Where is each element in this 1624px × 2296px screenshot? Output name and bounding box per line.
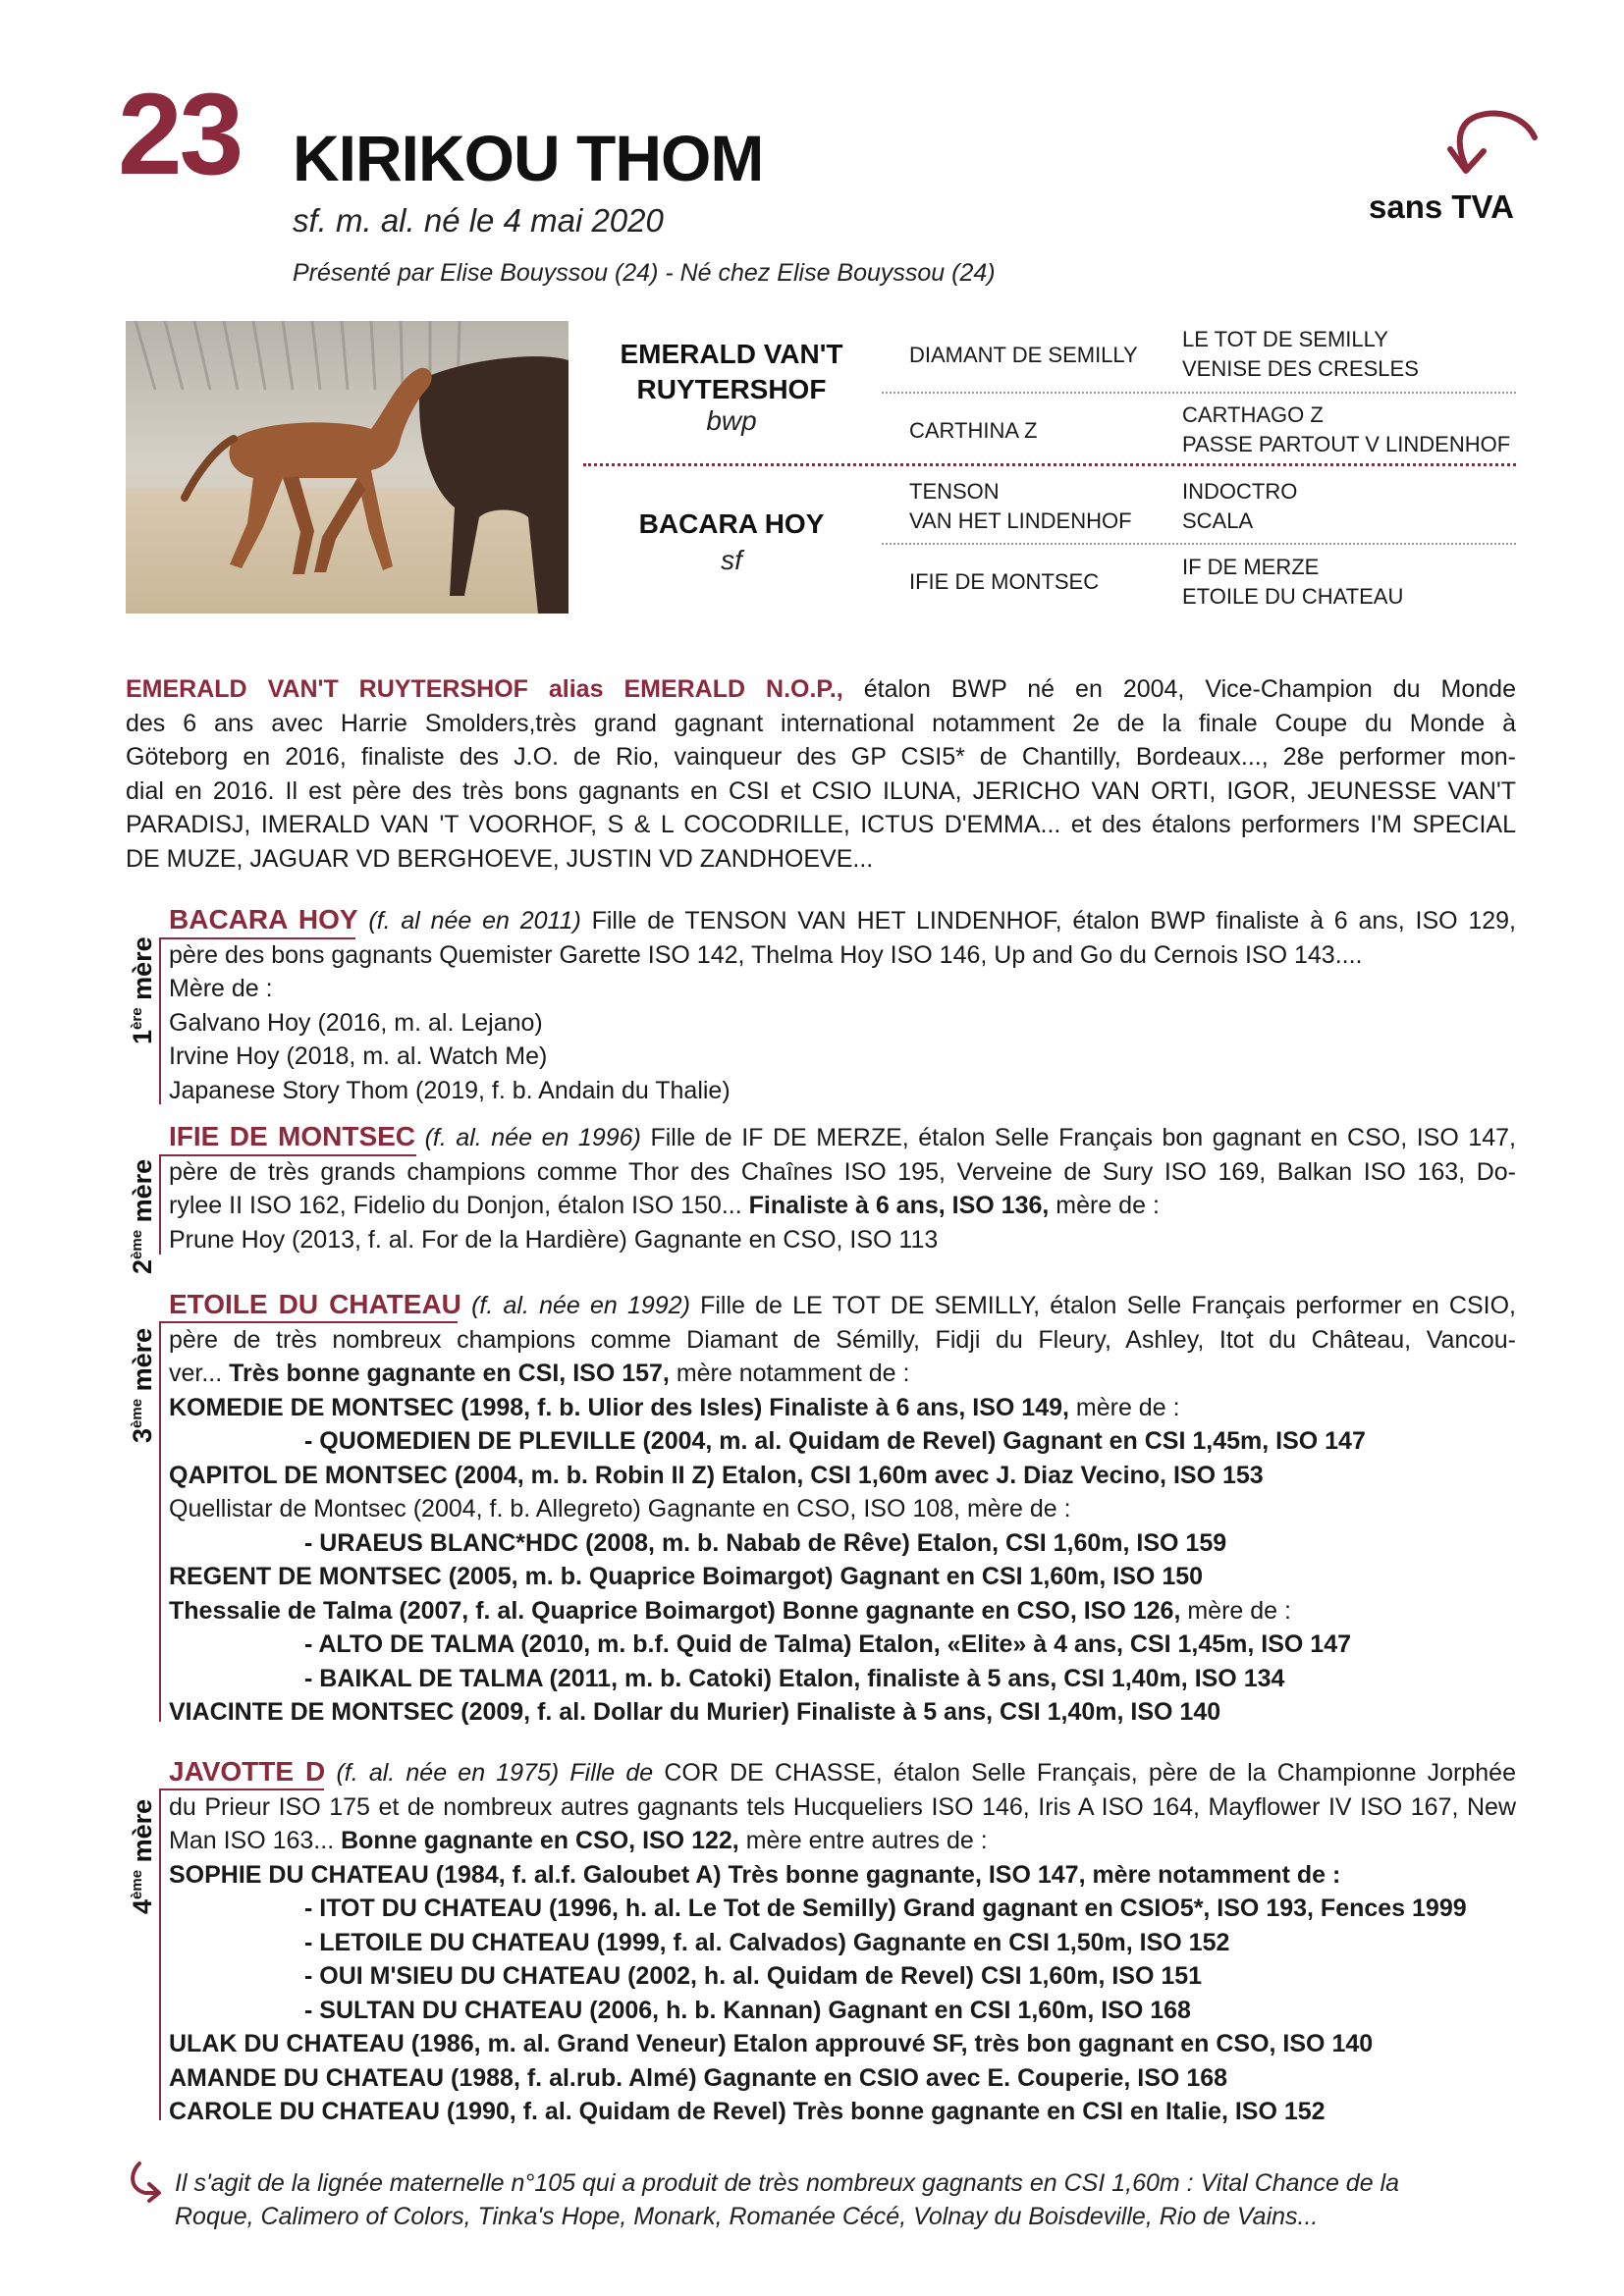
pedigree-dam-sire-line1: TENSON <box>909 479 1000 504</box>
dam3-grand-offspring: - URAEUS BLANC*HDC (2008, m. b. Nabab de Rêve) Etalon, CSI 1,60m, ISO 159 <box>304 1528 1227 1557</box>
dam3-grand-offspring: - QUOMEDIEN DE PLEVILLE (2004, m. al. Quidam de Revel) Gagnant en CSI 1,45m, ISO 147 <box>304 1427 1366 1455</box>
dam3-offspring: REGENT DE MONTSEC (2005, m. b. Quaprice Boimargot) Gagnant en CSI 1,60m, ISO 150 <box>169 1563 1204 1590</box>
dam3-line: mère de : <box>1075 1393 1180 1421</box>
dam1-label: 1ère mère <box>128 936 157 1044</box>
sire-paragraph-line: des 6 ans avec Harrie Smolders,très grand gagnant international notamment 2e de la finale Coupe du Monde à <box>126 709 1516 737</box>
dam4-line: COR DE CHASSE, étalon Selle Français, père de la Championne Jorphée <box>664 1759 1516 1787</box>
presenter-line: Présenté par Elise Bouyssou (24) - Né chez Elise Bouyssou (24) <box>293 259 996 287</box>
dam2-label: 2ème mère <box>128 1158 157 1274</box>
pedigree-divider-main <box>583 463 1516 466</box>
dam3-name: ETOILE DU CHATEAU <box>169 1289 461 1319</box>
horse-name: KIRIKOU THOM <box>293 122 764 194</box>
dam3-offspring: VIACINTE DE MONTSEC (2009, f. al. Dollar du Murier) Finaliste à 5 ans, CSI 1,40m, ISO 140 <box>169 1698 1221 1726</box>
dam3-info: (f. al. née en 1992) <box>471 1292 690 1319</box>
sire-paragraph-name: EMERALD VAN'T RUYTERSHOF alias EMERALD N.O.P., <box>126 675 843 703</box>
tax-label: sans TVA <box>1369 188 1514 225</box>
dam2-name: IFIE DE MONTSEC <box>169 1121 416 1151</box>
dam1-line: Fille de TENSON VAN HET LINDENHOF, étalon BWP finaliste à 6 ans, ISO 129, <box>591 907 1516 934</box>
pedigree-gen3 <box>1182 325 1419 384</box>
dam4-grand-offspring: - ITOT DU CHATEAU (1996, h. al. Le Tot de Semilly) Grand gagnant en CSIO5*, ISO 193, Fences 1999 <box>304 1895 1467 1922</box>
dam1-bar <box>159 937 161 1104</box>
dam2-bar <box>159 1154 161 1255</box>
lineage-note-line: Il s'agit de la lignée maternelle n°105 qui a produit de très nombreux gagnants en CSI 1,60m : Vital Chance de la <box>175 2169 1400 2197</box>
dam3-highlight: Très bonne gagnante en CSI, ISO 157, <box>229 1360 670 1387</box>
dam1-line: Mère de : <box>169 975 273 1002</box>
dam2-line: Fille de IF DE MERZE, étalon Selle Français bon gagnant en CSO, ISO 147, <box>650 1124 1516 1151</box>
dam2-line: rylee II ISO 162, Fidelio du Donjon, étalon ISO 150... <box>169 1192 742 1219</box>
sire-paragraph-line: Göteborg en 2016, finaliste des J.O. de Rio, vainqueur des GP CSI5* de Chantilly, Bordeaux..., 28e performer mon- <box>126 743 1516 771</box>
dam1-name: BACARA HOY <box>169 904 358 934</box>
pedigree-dam-sire-line2: VAN HET LINDENHOF <box>909 508 1132 533</box>
sire-paragraph-line: PARADISJ, IMERALD VAN 'T VOORHOF, S & L COCODRILLE, ICTUS D'EMMA... et des étalons performers I'M SPECIAL <box>126 811 1516 838</box>
pedigree-divider <box>882 543 1516 545</box>
dam3-label: 3ème mère <box>128 1327 157 1443</box>
dam1-line: Irvine Hoy (2018, m. al. Watch Me) <box>169 1042 548 1070</box>
pedigree-dam-sire <box>909 477 1132 536</box>
dam2-line: père de très grands champions comme Thor des Chaînes ISO 195, Verveine de Sury ISO 169, Balkan ISO 163, Do- <box>169 1157 1516 1186</box>
lineage-note <box>175 2166 1520 2233</box>
dam2-line: mère de : <box>1056 1192 1160 1219</box>
dam4-grand-offspring: - OUI M'SIEU DU CHATEAU (2002, h. al. Quidam de Revel) CSI 1,60m, ISO 151 <box>304 1962 1203 1990</box>
pedigree-sire-line1: EMERALD VAN'T <box>620 339 843 369</box>
dam3-offspring: QAPITOL DE MONTSEC (2004, m. b. Robin II Z) Etalon, CSI 1,60m avec J. Diaz Vecino, ISO 153 <box>169 1461 1264 1489</box>
dam3-grand-offspring: - ALTO DE TALMA (2010, m. b.f. Quid de Talma) Etalon, «Elite» à 4 ans, CSI 1,45m, ISO 147 <box>304 1630 1352 1658</box>
sire-paragraph-line: DE MUZE, JAGUAR VD BERGHOEVE, JUSTIN VD ZANDHOEVE... <box>126 844 874 873</box>
pedigree-sire-dam: CARTHINA Z <box>909 418 1038 443</box>
dam1-line: Japanese Story Thom (2019, f. b. Andain du Thalie) <box>169 1076 731 1104</box>
dam4-line: mère entre autres de : <box>745 1827 988 1854</box>
dam3-line: mère de : <box>1187 1596 1291 1625</box>
pedigree-gen3 <box>1182 477 1297 536</box>
pedigree-sire-breed: bwp <box>706 405 757 436</box>
pedigree-gen3-3: CARTHAGO Z <box>1182 402 1324 427</box>
sire-paragraph-line: dial en 2016. Il est père des très bons gagnants en CSI et CSIO ILUNA, JERICHO VAN ORTI, IGOR, JEUNESSE VAN'T <box>126 776 1516 805</box>
dam4-section <box>169 1755 1516 2129</box>
curved-arrow-down-icon <box>1429 106 1542 189</box>
dam3-grand-offspring: - BAIKAL DE TALMA (2011, m. b. Catoki) Etalon, finaliste à 5 ans, CSI 1,40m, ISO 134 <box>304 1664 1285 1692</box>
pedigree-dam: BACARA HOY <box>638 508 825 539</box>
lineage-note-line: Roque, Calimero of Colors, Tinka's Hope, Monark, Romanée Cécé, Volnay du Boisdeville, Rio de Vains... <box>175 2203 1319 2230</box>
dam2-highlight: Finaliste à 6 ans, ISO 136, <box>748 1192 1050 1219</box>
dam3-line: mère notamment de : <box>676 1360 910 1387</box>
dam3-offspring: Thessalie de Talma (2007, f. al. Quaprice Boimargot) Bonne gagnante en CSO, ISO 126, <box>169 1596 1181 1625</box>
dam1-section <box>169 903 1516 1107</box>
pedigree-gen3-4: PASSE PARTOUT V LINDENHOF <box>1182 432 1511 456</box>
pedigree-sire-line2: RUYTERSHOF <box>636 374 827 404</box>
pedigree-dam-dam: IFIE DE MONTSEC <box>909 569 1100 594</box>
dam3-bar <box>159 1321 161 1722</box>
dam4-label: 4ème mère <box>128 1798 157 1914</box>
dam4-info: (f. al. née en 1975) Fille de <box>336 1759 654 1787</box>
dam3-line: père de très nombreux champions comme Diamant de Sémilly, Fidji du Fleury, Ashley, Itot du Château, Vancou- <box>169 1325 1516 1354</box>
dam4-line: Man ISO 163... <box>169 1827 335 1854</box>
dam1-info: (f. al née en 2011) <box>368 907 581 934</box>
dam4-bar <box>159 1789 161 2120</box>
dam3-offspring: KOMEDIE DE MONTSEC (1998, f. b. Ulior des Isles) Finaliste à 6 ans, ISO 149, <box>169 1393 1069 1421</box>
pedigree-gen3-8: ETOILE DU CHATEAU <box>1182 584 1404 609</box>
pedigree-gen3-2: VENISE DES CRESLES <box>1182 356 1419 381</box>
pedigree-gen3 <box>1182 400 1510 459</box>
dam2-section <box>169 1120 1516 1256</box>
sire-paragraph <box>126 672 1516 876</box>
dam2-line: Prune Hoy (2013, f. al. For de la Hardière) Gagnante en CSO, ISO 113 <box>169 1225 939 1254</box>
horse-subtitle: sf. m. al. né le 4 mai 2020 <box>293 202 664 239</box>
dam4-offspring: AMANDE DU CHATEAU (1988, f. al.rub. Almé) Gagnante en CSIO avec E. Couperie, ISO 168 <box>169 2063 1228 2092</box>
dam4-line: du Prieur ISO 175 et de nombreux autres gagnants tels Hucqueliers ISO 146, Iris A ISO 164, Mayflower IV ISO 167, New <box>169 1792 1516 1821</box>
pedigree-sire-sire: DIAMANT DE SEMILLY <box>909 343 1138 367</box>
lot-number: 23 <box>118 70 242 199</box>
pedigree-divider <box>882 392 1516 394</box>
pedigree-gen3-1: LE TOT DE SEMILLY <box>1182 327 1388 351</box>
foal-photo <box>126 321 568 614</box>
dam4-offspring: CAROLE DU CHATEAU (1990, f. al. Quidam de Revel) Très bonne gagnante en CSI en Italie, ISO 152 <box>169 2098 1326 2125</box>
pedigree-gen3 <box>1182 553 1403 612</box>
curved-arrow-right-icon <box>126 2160 165 2208</box>
dam3-section <box>169 1288 1516 1730</box>
pedigree-dam-breed: sf <box>721 545 742 575</box>
sire-paragraph-line: étalon BWP né en 2004, Vice-Champion du Monde <box>863 675 1516 703</box>
dam4-highlight: Bonne gagnante en CSO, ISO 122, <box>341 1827 739 1854</box>
dam4-grand-offspring: - LETOILE DU CHATEAU (1999, f. al. Calvados) Gagnante en CSI 1,50m, ISO 152 <box>304 1928 1230 1956</box>
dam1-line: père des bons gagnants Quemister Garette ISO 142, Thelma Hoy ISO 146, Up and Go du Cernois ISO 143.... <box>169 940 1363 969</box>
pedigree-gen3-7: IF DE MERZE <box>1182 555 1320 579</box>
dam3-line: ver... <box>169 1360 223 1387</box>
dam3-offspring: Quellistar de Montsec (2004, f. b. Allegreto) Gagnante en CSO, ISO 108, mère de : <box>169 1495 1071 1522</box>
dam4-name: JAVOTTE D <box>169 1756 326 1787</box>
dam1-line: Galvano Hoy (2016, m. al. Lejano) <box>169 1008 543 1037</box>
pedigree-gen3-5: INDOCTRO <box>1182 479 1298 504</box>
dam4-offspring: SOPHIE DU CHATEAU (1984, f. al.f. Galoubet A) Très bonne gagnante, ISO 147, mère notamment de : <box>169 1860 1341 1889</box>
dam4-offspring: ULAK DU CHATEAU (1986, m. al. Grand Veneur) Etalon approuvé SF, très bon gagnant en CSO, ISO 140 <box>169 2030 1374 2057</box>
dam3-line: Fille de LE TOT DE SEMILLY, étalon Selle Français performer en CSIO, <box>700 1292 1516 1319</box>
pedigree-gen3-6: SCALA <box>1182 508 1254 533</box>
pedigree-sire <box>587 337 876 407</box>
dam4-grand-offspring: - SULTAN DU CHATEAU (2006, h. b. Kannan) Gagnant en CSI 1,60m, ISO 168 <box>304 1996 1191 2024</box>
dam2-info: (f. al. née en 1996) <box>424 1124 641 1151</box>
